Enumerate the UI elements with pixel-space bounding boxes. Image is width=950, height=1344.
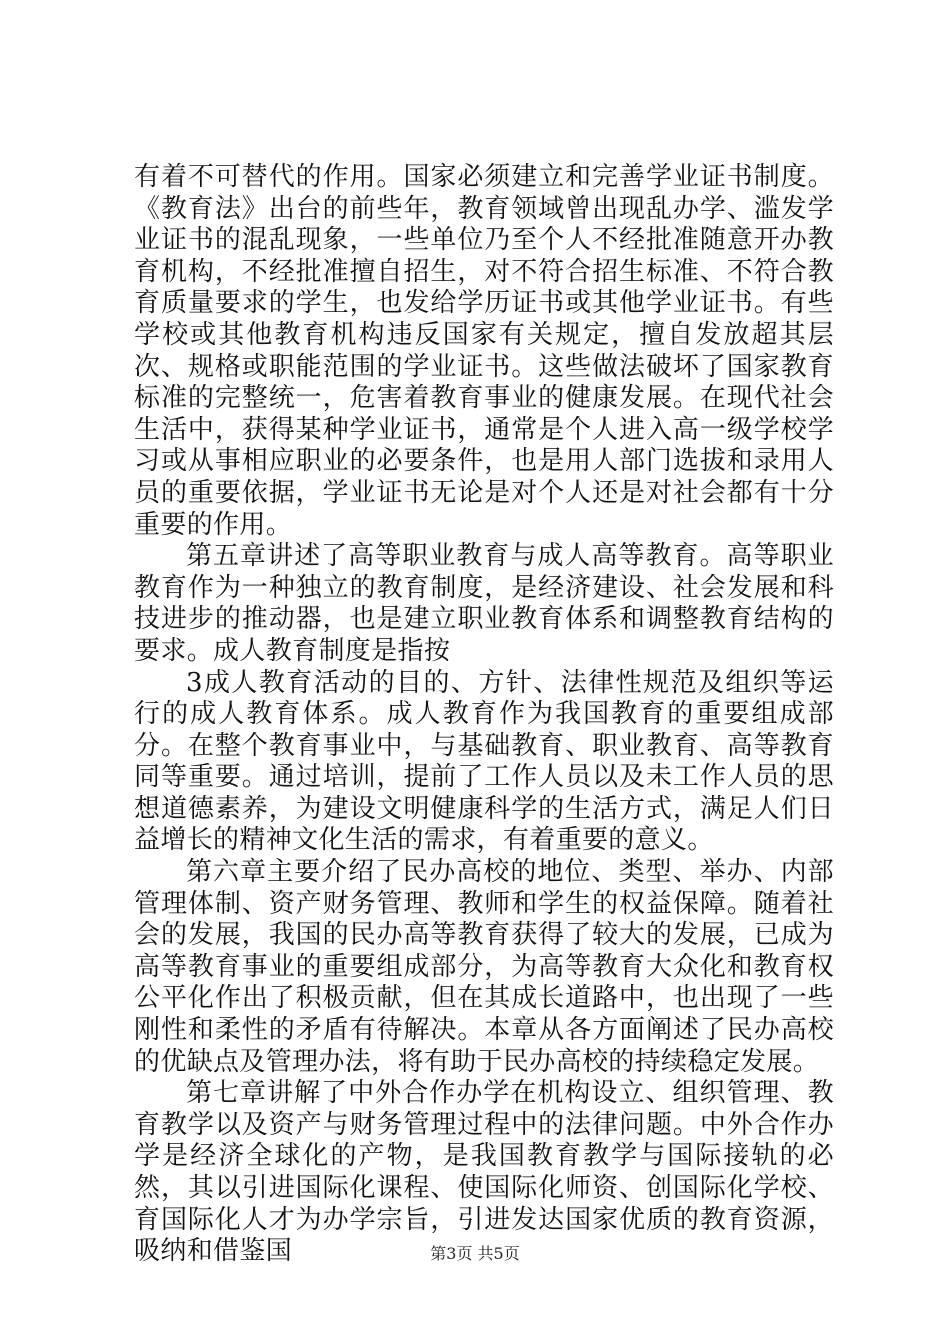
paragraph-1: 有着不可替代的作用。国家必须建立和完善学业证书制度。《教育法》出台的前些年，教育领域曾出现乱办学、滥发学业证书的混乱现象，一些单位乃至个人不经批准随意开办教育机构，不经批准擅自招生，对不符合招生标准、不符合教育质量要求的学生，也发给学历证书或其他学业证书。有些学校或其他教育机构违反国家有关规定，擅自发放超其层次、规格或职能范围的学业证书。这些做法破坏了国家教育标准的完整统一，危害着教育事业的健康发展。在现代社会生活中，获得某种学业证书，通常是个人进入高一级学校学习或从事相应职业的必要条件，也是用人部门选拔和录用人员的重要依据，学业证书无论是对个人还是对社会都有十分重要的作用。 xyxy=(134,162,834,540)
document-body xyxy=(134,162,834,1268)
paragraph-5-chapter-7: 第七章讲解了中外合作办学在机构设立、组织管理、教育教学以及资产与财务管理过程中的法律问题。中外合作办学是经济全球化的产物，是我国教育教学与国际接轨的必然，其以引进国际化课程、使国际化师资、创国际化学校、育国际化人才为办学宗旨，引进发达国家优质的教育资源，吸纳和借鉴国 xyxy=(134,1078,834,1267)
paragraph-4-chapter-6: 第六章主要介绍了民办高校的地位、类型、举办、内部管理体制、资产财务管理、教师和学生的权益保障。随着社会的发展，我国的民办高等教育获得了较大的发展，已成为高等教育事业的重要组成部分，为高等教育大众化和教育权公平化作出了积极贡献，但在其成长道路中，也出现了一些刚性和柔性的矛盾有待解决。本章从各方面阐述了民办高校的优缺点及管理办法，将有助于民办高校的持续稳定发展。 xyxy=(134,857,834,1077)
paragraph-3: 3成人教育活动的目的、方针、法律性规范及组织等运行的成人教育体系。成人教育作为我国教育的重要组成部分。在整个教育事业中，与基础教育、职业教育、高等教育同等重要。通过培训，提前了工作人员以及未工作人员的思想道德素养，为建设文明健康科学的生活方式，满足人们日益增长的精神文化生活的需求，有着重要的意义。 xyxy=(134,667,834,856)
page-number-footer: 第3页 共5页 xyxy=(430,1244,520,1263)
paragraph-2-chapter-5: 第五章讲述了高等职业教育与成人高等教育。高等职业教育作为一种独立的教育制度，是经济建设、社会发展和科技进步的推动器，也是建立职业教育体系和调整教育结构的要求。成人教育制度是指按 xyxy=(134,541,834,666)
